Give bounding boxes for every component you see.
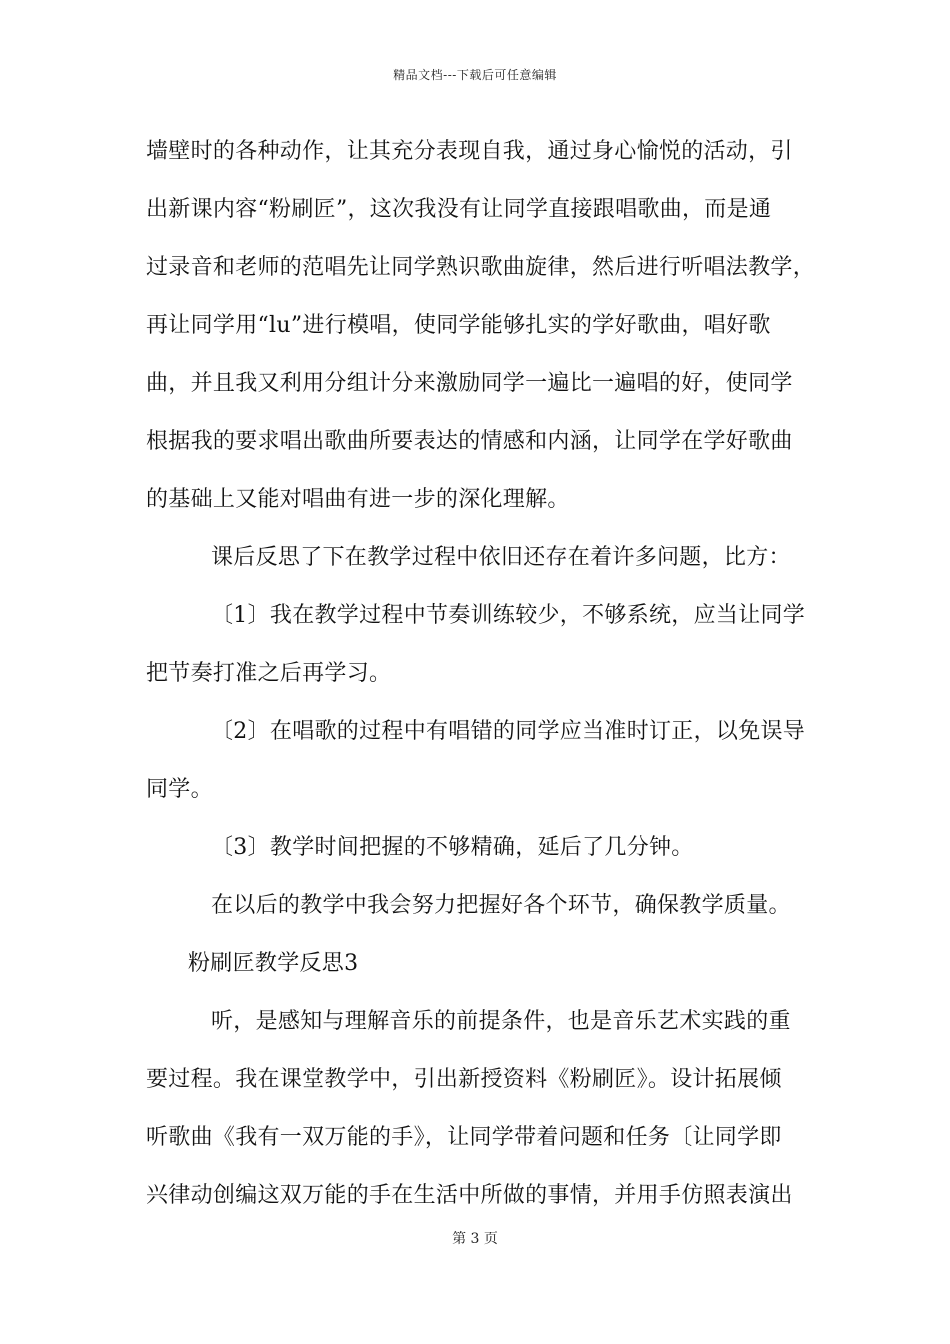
body-line: 同学。: [146, 777, 213, 802]
body-line: 把节奏打准之后再学习。: [146, 661, 392, 686]
body-line: 根据我的要求唱出歌曲所要表达的情感和内涵，让同学在学好歌曲: [146, 429, 793, 454]
list-item: 〔1〕我在教学过程中节奏训练较少，不够系统，应当让同学: [211, 603, 806, 628]
body-line: 听，是感知与理解音乐的前提条件，也是音乐艺术实践的重: [211, 1009, 791, 1034]
body-line: 的基础上又能对唱曲有进一步的深化理解。: [146, 487, 570, 512]
list-item: 〔3〕教学时间把握的不够精确，延后了几分钟。: [211, 835, 694, 860]
body-line: 墙壁时的各种动作，让其充分表现自我，通过身心愉悦的活动，引: [146, 139, 793, 164]
body-line: 曲，并且我又利用分组计分来激励同学一遍比一遍唱的好，使同学: [146, 371, 793, 396]
body-line: 兴律动创编这双万能的手在生活中所做的事情，并用手仿照表演出: [146, 1183, 793, 1208]
body-line: 要过程。我在课堂教学中，引出新授资料《粉刷匠》。设计拓展倾: [146, 1067, 782, 1092]
section-heading: 粉刷匠教学反思3: [188, 951, 359, 976]
body-line: 过录音和老师的范唱先让同学熟识歌曲旋律，然后进行听唱法教学，: [146, 255, 816, 280]
body-line: 课后反思了下在教学过程中依旧还存在着许多问题，比方：: [211, 545, 791, 570]
body-line: 出新课内容“粉刷匠”，这次我没有让同学直接跟唱歌曲，而是通: [146, 197, 772, 222]
body-line: 听歌曲《我有一双万能的手》，让同学带着问题和任务〔让同学即: [146, 1125, 782, 1150]
body-line: 在以后的教学中我会努力把握好各个环节，确保教学质量。: [211, 893, 791, 918]
page-header: 精品文档---下载后可任意编辑: [393, 68, 557, 82]
body-line: 再让同学用“lu”进行模唱，使同学能够扎实的学好歌曲，唱好歌: [146, 313, 771, 338]
list-item: 〔2〕在唱歌的过程中有唱错的同学应当准时订正，以免误导: [211, 719, 806, 744]
page-number: 第 3 页: [452, 1231, 498, 1247]
